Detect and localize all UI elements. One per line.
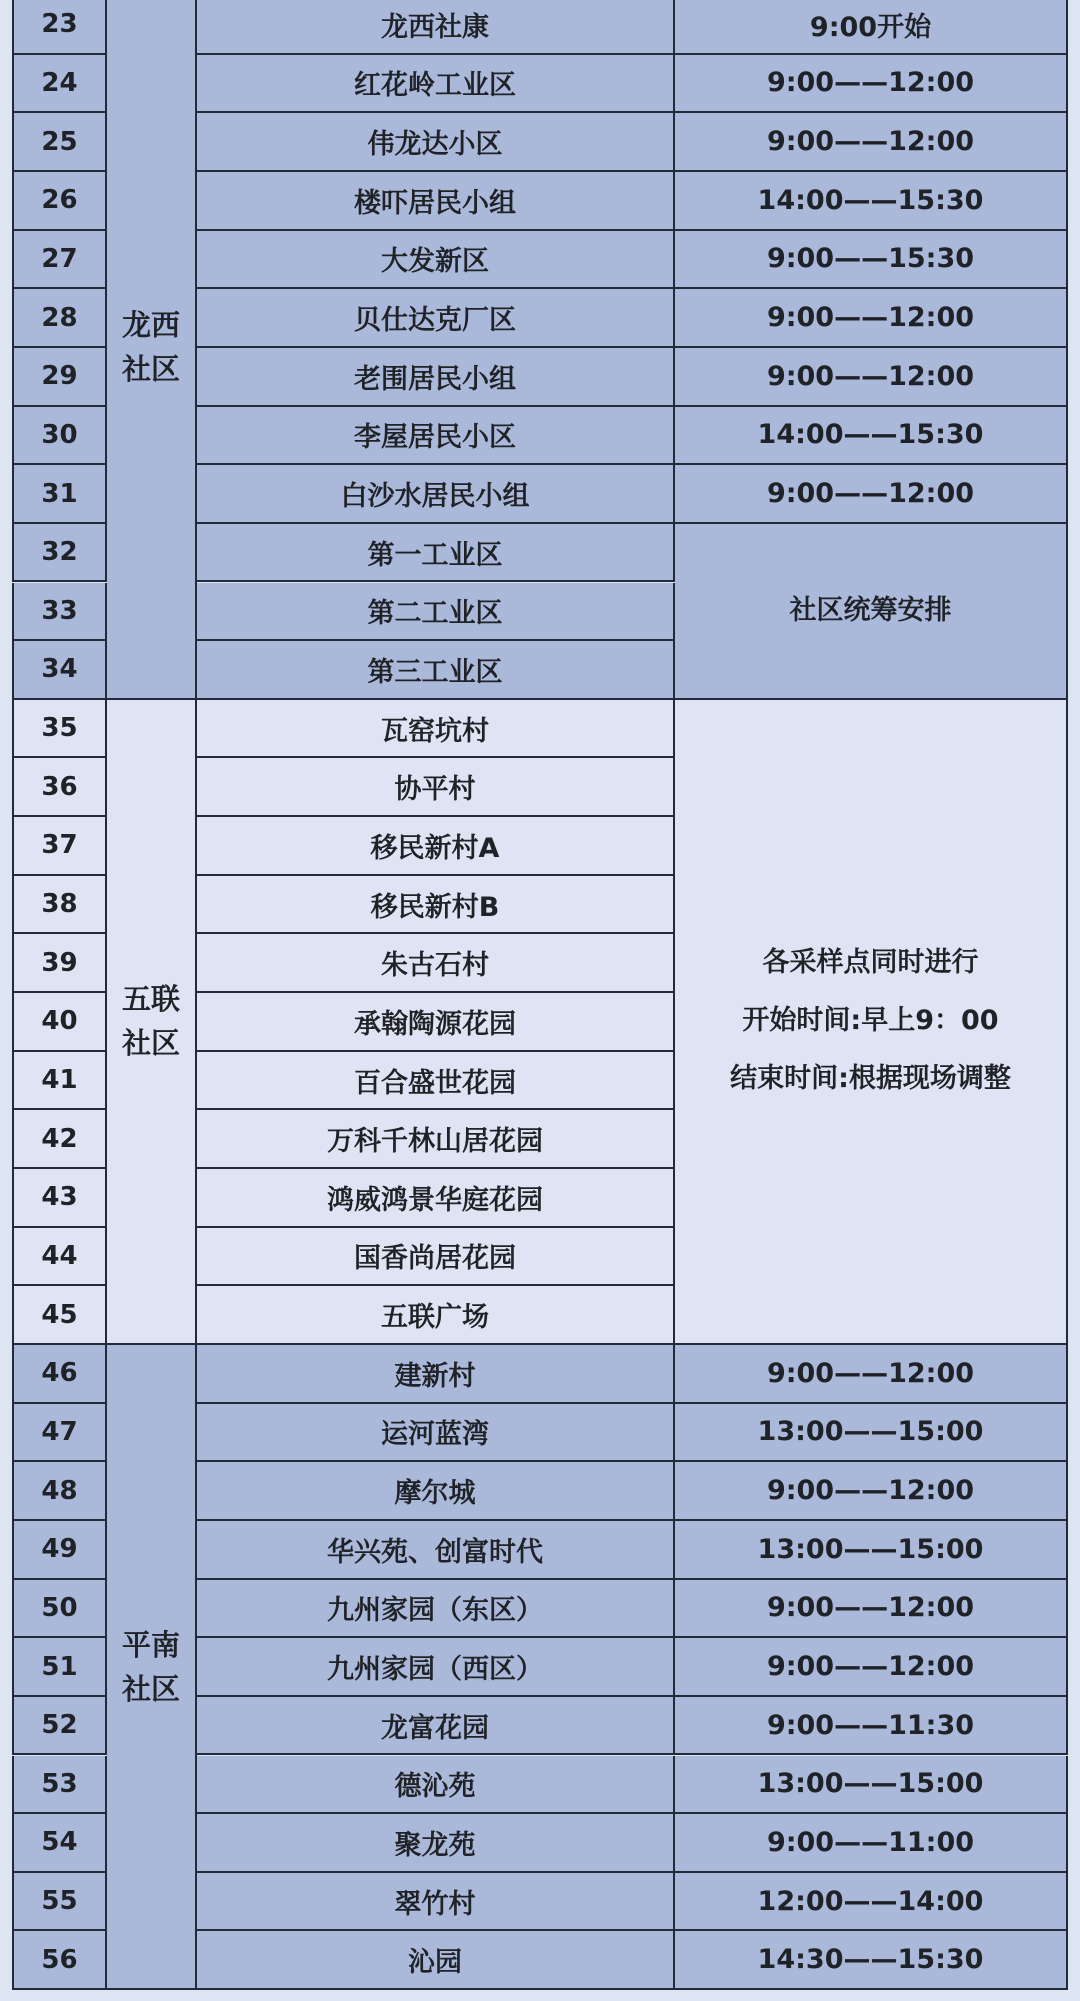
row-number: 26 (12, 172, 107, 231)
site-name: 百合盛世花园 (197, 1052, 675, 1111)
site-name: 摩尔城 (197, 1462, 675, 1521)
site-name: 五联广场 (197, 1286, 675, 1345)
site-name: 白沙水居民小组 (197, 465, 675, 524)
site-name: 第二工业区 (197, 583, 675, 642)
time-range: 14:30——15:30 (675, 1931, 1068, 1990)
site-name: 龙西社康 (197, 0, 675, 55)
row-number: 47 (12, 1404, 107, 1463)
site-name: 移民新村B (197, 876, 675, 935)
row-number: 48 (12, 1462, 107, 1521)
row-number: 55 (12, 1873, 107, 1932)
community-label: 五联 社区 (107, 700, 197, 1345)
site-name: 伟龙达小区 (197, 113, 675, 172)
row-number: 49 (12, 1521, 107, 1580)
site-name: 华兴苑、创富时代 (197, 1521, 675, 1580)
site-name: 第一工业区 (197, 524, 675, 583)
site-name: 德沁苑 (197, 1756, 675, 1815)
site-name: 贝仕达克厂区 (197, 289, 675, 348)
row-number: 24 (12, 55, 107, 114)
note-line: 社区统筹安排 (789, 594, 952, 626)
time-range: 9:00——12:00 (675, 289, 1068, 348)
time-range: 9:00——12:00 (675, 1638, 1068, 1697)
time-range: 9:00——12:00 (675, 55, 1068, 114)
row-number: 42 (12, 1110, 107, 1169)
note-line: 结束时间:根据现场调整 (730, 1063, 1011, 1095)
row-number: 36 (12, 758, 107, 817)
row-number: 52 (12, 1697, 107, 1756)
row-number: 37 (12, 817, 107, 876)
time-range: 13:00——15:00 (675, 1404, 1068, 1463)
site-name: 建新村 (197, 1345, 675, 1404)
site-name: 大发新区 (197, 231, 675, 290)
row-number: 34 (12, 641, 107, 700)
site-name: 协平村 (197, 758, 675, 817)
site-name: 移民新村A (197, 817, 675, 876)
row-number: 35 (12, 700, 107, 759)
site-name: 红花岭工业区 (197, 55, 675, 114)
row-number: 51 (12, 1638, 107, 1697)
site-name: 沁园 (197, 1931, 675, 1990)
site-name: 第三工业区 (197, 641, 675, 700)
site-name: 鸿威鸿景华庭花园 (197, 1169, 675, 1228)
row-number: 38 (12, 876, 107, 935)
site-name: 瓦窑坑村 (197, 700, 675, 759)
time-range: 13:00——15:00 (675, 1756, 1068, 1815)
site-name: 老围居民小组 (197, 348, 675, 407)
site-name: 楼吓居民小组 (197, 172, 675, 231)
time-range: 9:00——12:00 (675, 1580, 1068, 1639)
time-range: 9:00——12:00 (675, 1345, 1068, 1404)
time-range: 12:00——14:00 (675, 1873, 1068, 1932)
row-number: 41 (12, 1052, 107, 1111)
row-number: 56 (12, 1931, 107, 1990)
note-line: 各采样点同时进行 (762, 947, 979, 979)
time-range: 14:00——15:30 (675, 172, 1068, 231)
time-range: 9:00——11:30 (675, 1697, 1068, 1756)
site-name: 聚龙苑 (197, 1814, 675, 1873)
site-name: 朱古石村 (197, 934, 675, 993)
sampling-schedule-table (12, 0, 1068, 2001)
row-number: 43 (12, 1169, 107, 1228)
row-number: 46 (12, 1345, 107, 1404)
row-number: 53 (12, 1756, 107, 1815)
site-name: 龙富花园 (197, 1697, 675, 1756)
row-number: 39 (12, 934, 107, 993)
time-range: 9:00——12:00 (675, 348, 1068, 407)
time-range: 9:00——12:00 (675, 113, 1068, 172)
site-name: 九州家园（西区） (197, 1638, 675, 1697)
row-number: 40 (12, 993, 107, 1052)
time-range: 9:00——12:00 (675, 1462, 1068, 1521)
row-number: 31 (12, 465, 107, 524)
time-range: 9:00开始 (675, 0, 1068, 55)
row-number: 28 (12, 289, 107, 348)
row-number: 23 (12, 0, 107, 55)
row-number: 32 (12, 524, 107, 583)
row-number: 44 (12, 1228, 107, 1287)
row-number: 30 (12, 407, 107, 466)
time-range: 9:00——12:00 (675, 465, 1068, 524)
row-number: 45 (12, 1286, 107, 1345)
time-range: 9:00——15:30 (675, 231, 1068, 290)
row-number: 25 (12, 113, 107, 172)
site-name: 李屋居民小区 (197, 407, 675, 466)
site-name: 运河蓝湾 (197, 1404, 675, 1463)
row-number: 29 (12, 348, 107, 407)
merged-time-note (675, 700, 1068, 1345)
time-range: 13:00——15:00 (675, 1521, 1068, 1580)
merged-time-note (675, 524, 1068, 700)
row-number: 54 (12, 1814, 107, 1873)
community-label: 龙西 社区 (107, 0, 197, 700)
site-name: 翠竹村 (197, 1873, 675, 1932)
site-name: 九州家园（东区） (197, 1580, 675, 1639)
community-label: 平南 社区 (107, 1345, 197, 1990)
site-name: 承翰陶源花园 (197, 993, 675, 1052)
time-range: 9:00——11:00 (675, 1814, 1068, 1873)
row-number: 50 (12, 1580, 107, 1639)
note-line: 开始时间:早上9：00 (742, 1005, 999, 1037)
time-range: 14:00——15:30 (675, 407, 1068, 466)
row-number: 27 (12, 231, 107, 290)
site-name: 国香尚居花园 (197, 1228, 675, 1287)
site-name: 万科千林山居花园 (197, 1110, 675, 1169)
row-number: 33 (12, 583, 107, 642)
